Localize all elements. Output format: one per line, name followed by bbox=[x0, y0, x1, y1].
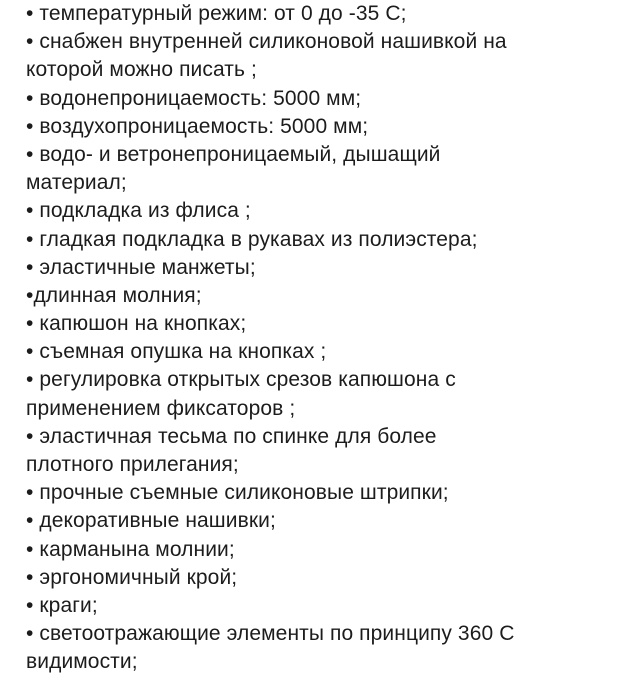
text-line: • регулировка открытых срезов капюшона с bbox=[26, 368, 456, 392]
text-line: плотного прилегания; bbox=[26, 453, 239, 476]
text-line: • воздухопроницаемость: 5000 мм; bbox=[26, 114, 369, 138]
text-line: • подкладка из флиса ; bbox=[26, 199, 251, 223]
text-line: • съемная опушка на кнопках ; bbox=[26, 340, 327, 364]
text-line: • краги; bbox=[26, 593, 98, 617]
text-line: • водо- и ветронепроницаемый, дышащий bbox=[26, 142, 441, 166]
text-line: • снабжен внутренней силиконовой нашивкой на bbox=[26, 30, 507, 54]
text-line: • водонепроницаемость: 5000 мм; bbox=[26, 86, 362, 110]
text-line: •длинная молния; bbox=[26, 283, 202, 307]
text-line: • гладкая подкладка в рукавах из полиэстера; bbox=[26, 227, 478, 251]
text-line: • карманына молнии; bbox=[26, 537, 235, 561]
text-line: видимости; bbox=[26, 650, 138, 674]
text-line: материал; bbox=[26, 171, 127, 195]
text-line: • эластичная тесьма по спинке для более bbox=[26, 424, 437, 448]
text-line: • светоотражающие элементы по принципу 360 С bbox=[26, 622, 515, 646]
text-line: • температурный режим: от 0 до -35 С; bbox=[26, 2, 407, 25]
text-line: • эластичные манжеты; bbox=[26, 255, 256, 279]
text-line: применением фиксаторов ; bbox=[26, 396, 296, 420]
text-line: • капюшон на кнопках; bbox=[26, 312, 247, 336]
text-line: • декоративные нашивки; bbox=[26, 509, 276, 533]
text-line: • эргономичный крой; bbox=[26, 565, 238, 589]
feature-list bbox=[26, 0, 616, 677]
text-line: • прочные съемные силиконовые штрипки; bbox=[26, 481, 449, 505]
text-line: которой можно писать ; bbox=[26, 58, 257, 82]
